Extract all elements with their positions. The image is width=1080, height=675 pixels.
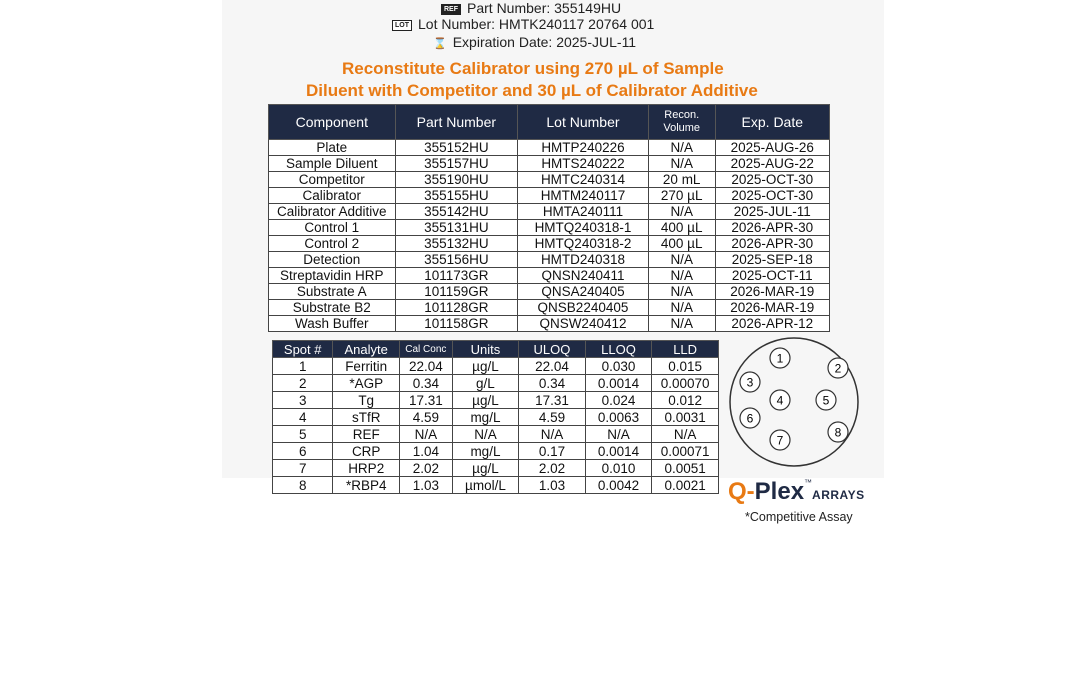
spot-label: 6	[746, 411, 754, 426]
cell-lot: HMTA240111	[518, 204, 649, 220]
table-row	[273, 358, 719, 375]
cell-part: 355131HU	[395, 220, 518, 236]
recon-line-2: Volume	[663, 122, 701, 134]
cell-lot: HMTP240226	[518, 140, 649, 156]
cell-recon: N/A	[648, 316, 715, 332]
cell-lld: 0.0051	[652, 460, 719, 477]
cell-exp: 2025-OCT-30	[715, 172, 829, 188]
table-row	[273, 375, 719, 392]
cell-exp: 2026-APR-30	[715, 220, 829, 236]
cell-units: N/A	[452, 426, 519, 443]
cell-lld: N/A	[652, 426, 719, 443]
cell-component: Substrate A	[269, 284, 396, 300]
col-exp-date: Exp. Date	[715, 105, 829, 140]
col-spot: Spot #	[273, 341, 333, 358]
analytes-header-row	[273, 341, 719, 358]
cell-recon: N/A	[648, 156, 715, 172]
lot-tag: LOT	[392, 20, 412, 31]
cell-lld: 0.00070	[652, 375, 719, 392]
well-outline	[730, 338, 858, 466]
cell-units: µg/L	[452, 392, 519, 409]
cell-lloq: 0.024	[585, 392, 652, 409]
table-row	[269, 268, 830, 284]
cell-component: Streptavidin HRP	[269, 268, 396, 284]
table-row	[273, 392, 719, 409]
table-row	[269, 236, 830, 252]
cell-exp: 2026-MAR-19	[715, 300, 829, 316]
table-row	[273, 409, 719, 426]
cell-part: 355142HU	[395, 204, 518, 220]
cell-cal: 0.34	[400, 375, 453, 392]
cell-component: Substrate B2	[269, 300, 396, 316]
cell-lld: 0.0021	[652, 477, 719, 494]
cell-spot: 6	[273, 443, 333, 460]
cell-analyte: HRP2	[333, 460, 400, 477]
cell-lloq: 0.010	[585, 460, 652, 477]
table-row	[273, 426, 719, 443]
cell-analyte: REF	[333, 426, 400, 443]
cell-spot: 1	[273, 358, 333, 375]
cell-units: g/L	[452, 375, 519, 392]
cell-recon: N/A	[648, 300, 715, 316]
cell-part: 101128GR	[395, 300, 518, 316]
col-part-number: Part Number	[395, 105, 518, 140]
instruction-line-1: Reconstitute Calibrator using 270 µL of Sample	[342, 59, 724, 78]
cell-analyte: Ferritin	[333, 358, 400, 375]
cell-analyte: Tg	[333, 392, 400, 409]
table-row	[269, 204, 830, 220]
col-component: Component	[269, 105, 396, 140]
cell-exp: 2026-APR-30	[715, 236, 829, 252]
cell-lot: QNSB2240405	[518, 300, 649, 316]
cell-cal: 17.31	[400, 392, 453, 409]
cell-lot: HMTQ240318-1	[518, 220, 649, 236]
col-cal-conc: Cal Conc	[400, 341, 453, 358]
table-row	[269, 172, 830, 188]
cell-exp: 2025-OCT-11	[715, 268, 829, 284]
cell-spot: 8	[273, 477, 333, 494]
cell-component: Calibrator	[269, 188, 396, 204]
cell-uloq: 22.04	[519, 358, 585, 375]
table-row	[273, 443, 719, 460]
cell-uloq: N/A	[519, 426, 585, 443]
cell-units: µg/L	[452, 358, 519, 375]
cell-component: Calibrator Additive	[269, 204, 396, 220]
table-row	[269, 140, 830, 156]
cell-recon: N/A	[648, 140, 715, 156]
components-table	[268, 104, 830, 332]
cell-component: Wash Buffer	[269, 316, 396, 332]
table-row	[269, 316, 830, 332]
spot-label: 8	[834, 425, 842, 440]
table-row	[273, 477, 719, 494]
cell-lld: 0.015	[652, 358, 719, 375]
cell-uloq: 1.03	[519, 477, 585, 494]
cell-component: Plate	[269, 140, 396, 156]
cell-recon: N/A	[648, 268, 715, 284]
cell-part: 355156HU	[395, 252, 518, 268]
cell-lloq: 0.0014	[585, 443, 652, 460]
cell-recon: N/A	[648, 252, 715, 268]
cell-lld: 0.0031	[652, 409, 719, 426]
cell-part: 355155HU	[395, 188, 518, 204]
spot-label: 1	[776, 351, 784, 366]
cell-recon: 20 mL	[648, 172, 715, 188]
cell-lloq: 0.0042	[585, 477, 652, 494]
cell-analyte: CRP	[333, 443, 400, 460]
cell-lloq: 0.0014	[585, 375, 652, 392]
col-units: Units	[452, 341, 519, 358]
cell-part: 101158GR	[395, 316, 518, 332]
competitive-assay-footnote: *Competitive Assay	[745, 510, 853, 524]
cell-spot: 7	[273, 460, 333, 477]
cell-lot: HMTQ240318-2	[518, 236, 649, 252]
cell-exp: 2026-MAR-19	[715, 284, 829, 300]
cell-lot: QNSA240405	[518, 284, 649, 300]
spot-label: 3	[746, 375, 754, 390]
cell-uloq: 2.02	[519, 460, 585, 477]
spot-label: 4	[776, 393, 784, 408]
table-row	[269, 284, 830, 300]
cell-lot: HMTD240318	[518, 252, 649, 268]
spot-label: 2	[834, 361, 842, 376]
cell-part: 355190HU	[395, 172, 518, 188]
recon-line-1: Recon.	[664, 109, 700, 121]
table-row	[269, 300, 830, 316]
cell-lld: 0.00071	[652, 443, 719, 460]
cell-lloq: 0.0063	[585, 409, 652, 426]
cell-part: 355157HU	[395, 156, 518, 172]
cell-uloq: 0.17	[519, 443, 585, 460]
logo-q: Q-	[728, 478, 755, 505]
logo-tm: ™	[804, 478, 813, 487]
part-number-label: Part Number: 355149HU	[467, 0, 622, 16]
table-row	[269, 220, 830, 236]
cell-units: µg/L	[452, 460, 519, 477]
cell-lot: QNSW240412	[518, 316, 649, 332]
table-row	[269, 156, 830, 172]
cell-lot: QNSN240411	[518, 268, 649, 284]
part-number-line	[441, 0, 621, 16]
cell-uloq: 17.31	[519, 392, 585, 409]
cell-cal: 4.59	[400, 409, 453, 426]
table-row	[269, 252, 830, 268]
cell-uloq: 4.59	[519, 409, 585, 426]
cell-cal: 1.03	[400, 477, 453, 494]
spot-label: 7	[776, 433, 784, 448]
qplex-logo	[728, 478, 865, 506]
col-lloq: LLOQ	[585, 341, 652, 358]
lot-number-line	[392, 16, 654, 32]
cell-spot: 4	[273, 409, 333, 426]
cell-analyte: *RBP4	[333, 477, 400, 494]
cell-recon: N/A	[648, 204, 715, 220]
col-recon-volume	[648, 105, 715, 140]
cell-component: Competitor	[269, 172, 396, 188]
ref-tag: REF	[441, 4, 461, 15]
cell-cal: 22.04	[400, 358, 453, 375]
cell-units: mg/L	[452, 443, 519, 460]
table-row	[269, 188, 830, 204]
logo-plex: Plex	[754, 478, 805, 505]
cell-spot: 2	[273, 375, 333, 392]
cell-lloq: N/A	[585, 426, 652, 443]
cell-exp: 2025-AUG-22	[715, 156, 829, 172]
cell-part: 101173GR	[395, 268, 518, 284]
cell-exp: 2025-JUL-11	[715, 204, 829, 220]
cell-recon: N/A	[648, 284, 715, 300]
cell-exp: 2026-APR-12	[715, 316, 829, 332]
instruction-line-2: Diluent with Competitor and 30 µL of Calibrator Additive	[306, 81, 758, 100]
cell-component: Control 2	[269, 236, 396, 252]
table-row	[273, 460, 719, 477]
cell-analyte: sTfR	[333, 409, 400, 426]
analytes-table	[272, 340, 719, 494]
logo-arrays: ARRAYS	[812, 488, 865, 502]
cell-recon: 400 µL	[648, 220, 715, 236]
cell-cal: 2.02	[400, 460, 453, 477]
cell-component: Sample Diluent	[269, 156, 396, 172]
cell-units: mg/L	[452, 409, 519, 426]
hourglass-icon: ⌛	[433, 38, 447, 50]
cell-cal: N/A	[400, 426, 453, 443]
cell-spot: 3	[273, 392, 333, 409]
cell-part: 101159GR	[395, 284, 518, 300]
cell-exp: 2025-OCT-30	[715, 188, 829, 204]
cell-component: Control 1	[269, 220, 396, 236]
col-uloq: ULOQ	[519, 341, 585, 358]
expiration-line	[433, 34, 636, 50]
cell-component: Detection	[269, 252, 396, 268]
cell-exp: 2025-SEP-18	[715, 252, 829, 268]
col-lld: LLD	[652, 341, 719, 358]
cell-spot: 5	[273, 426, 333, 443]
cell-lot: HMTC240314	[518, 172, 649, 188]
col-lot-number: Lot Number	[518, 105, 649, 140]
cell-part: 355132HU	[395, 236, 518, 252]
cell-lot: HMTS240222	[518, 156, 649, 172]
spot-label: 5	[822, 393, 830, 408]
cell-exp: 2025-AUG-26	[715, 140, 829, 156]
cell-recon: 270 µL	[648, 188, 715, 204]
cell-analyte: *AGP	[333, 375, 400, 392]
expiration-label: Expiration Date: 2025-JUL-11	[452, 34, 637, 50]
cell-recon: 400 µL	[648, 236, 715, 252]
cell-lld: 0.012	[652, 392, 719, 409]
cell-units: µmol/L	[452, 477, 519, 494]
cell-lloq: 0.030	[585, 358, 652, 375]
col-analyte: Analyte	[333, 341, 400, 358]
cell-part: 355152HU	[395, 140, 518, 156]
cell-uloq: 0.34	[519, 375, 585, 392]
lot-number-label: Lot Number: HMTK240117 20764 001	[418, 16, 655, 32]
cell-lot: HMTM240117	[518, 188, 649, 204]
cell-cal: 1.04	[400, 443, 453, 460]
components-header-row	[269, 105, 830, 140]
spot-layout-diagram	[726, 334, 866, 474]
